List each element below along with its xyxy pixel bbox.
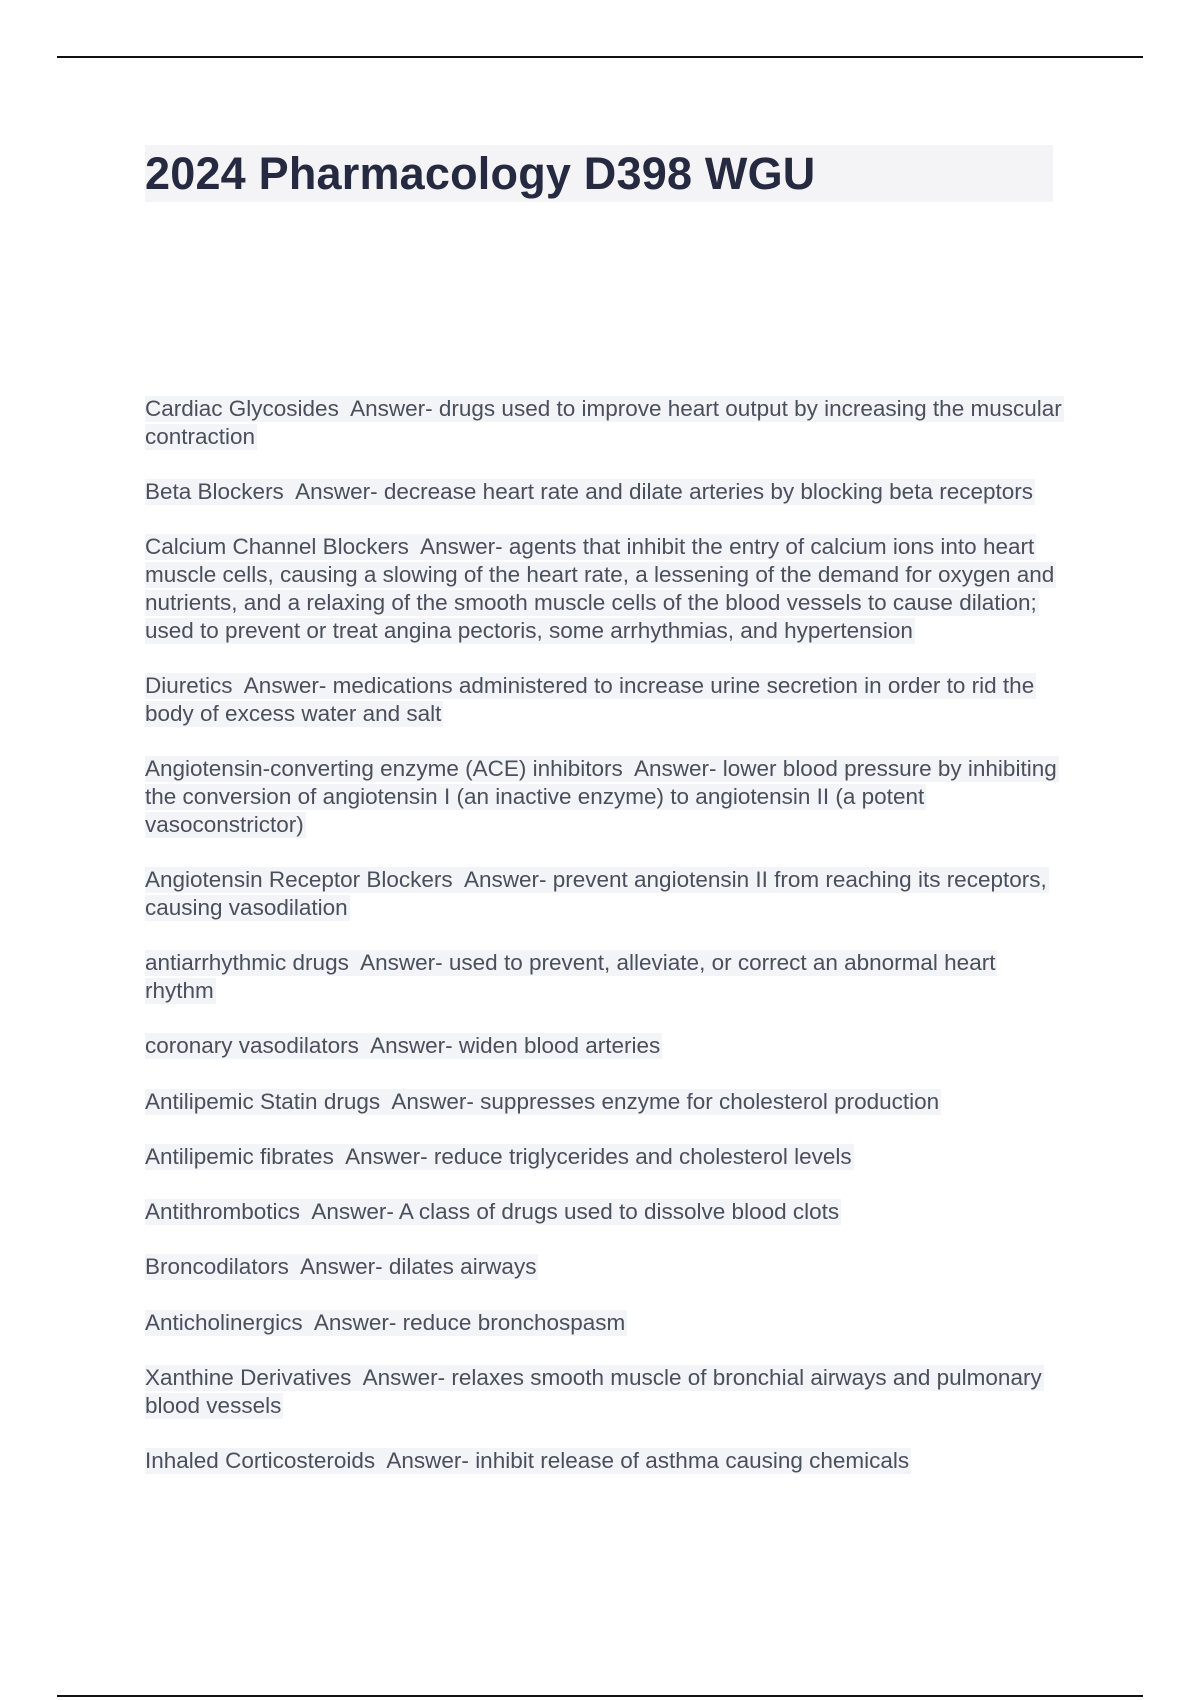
definition: relaxes smooth muscle of bronchial airways and pulmonary blood vessels [145,1365,1042,1418]
answer-prefix: Answer- [391,1088,474,1114]
answer-prefix: Answer- [350,396,433,421]
flashcard-entry [145,866,1065,922]
definition: reduce bronchospasm [402,1309,626,1335]
definition: widen blood arteries [458,1033,661,1059]
flashcard-entry [145,1447,1065,1475]
term: Inhaled Corticosteroids [145,1448,376,1474]
flashcard-entry [145,533,1065,644]
definition: lower blood pressure by inhibiting the conversion of angiotensin I (an inactive enzyme) to angiotensin II (a potent vasoconstrictor) [145,756,1057,837]
answer-prefix: Answer- [311,1199,394,1225]
answer-prefix: Answer- [386,1448,469,1474]
answer-prefix: Answer- [360,950,443,976]
definition: used to prevent, alleviate, or correct an abnormal heart rhythm [145,950,996,1003]
definition: A class of drugs used to dissolve blood clots [398,1199,840,1225]
flashcard-entry [145,1253,1065,1281]
answer-prefix: Answer- [300,1254,383,1280]
bottom-rule [57,1695,1143,1697]
term: Anticholinergics [145,1309,303,1335]
term: antiarrhythmic drugs [145,950,349,976]
flashcard-entry [145,1032,1065,1060]
term: Beta Blockers [145,479,284,505]
answer-prefix: Answer- [362,1365,446,1391]
definition: reduce triglycerides and cholesterol levels [433,1143,852,1169]
term: Diuretics [145,673,233,699]
definition: suppresses enzyme for cholesterol production [480,1088,940,1114]
definition: dilates airways [388,1254,537,1280]
answer-prefix: Answer- [633,756,717,782]
term: Antilipemic Statin drugs [145,1088,381,1114]
term: Calcium Channel Blockers [145,534,409,560]
term: Broncodilators [145,1254,289,1280]
answer-prefix: Answer- [345,1143,428,1169]
answer-prefix: Answer- [243,673,327,699]
flashcard-entry [145,395,1065,451]
answer-prefix: Answer- [313,1309,397,1335]
term: Antilipemic fibrates [145,1143,334,1169]
flashcard-list [145,395,1065,1502]
flashcard-entry [145,1088,1065,1116]
flashcard-entry [145,949,1065,1005]
definition: agents that inhibit the entry of calcium ions into heart muscle cells, causing a slowing of the heart rate, a lessening of the demand for oxygen and nutrients, and a relaxing of the smooth muscle cells of the blood vessels to cause dilation; used to prevent or treat angina pectoris, some arrhythmias, and hypertension [145,534,1055,643]
term: Antithrombotics [145,1199,301,1225]
term: Angiotensin Receptor Blockers [145,867,453,893]
answer-prefix: Answer- [463,867,547,893]
term: Angiotensin-converting enzyme (ACE) inhibitors [145,756,623,782]
term: Xanthine Derivatives [145,1365,352,1391]
answer-prefix: Answer- [420,534,503,560]
top-rule [57,56,1143,58]
flashcard-entry [145,1198,1065,1226]
answer-prefix: Answer- [295,479,378,505]
answer-prefix: Answer- [370,1033,453,1059]
term: coronary vasodilators [145,1033,359,1059]
definition: decrease heart rate and dilate arteries by blocking beta receptors [383,479,1034,505]
term: Cardiac Glycosides [145,396,339,421]
definition: medications administered to increase urine secretion in order to rid the body of excess water and salt [145,673,1035,726]
flashcard-entry [145,672,1065,728]
document-title: 2024 Pharmacology D398 WGU [145,148,816,199]
definition: prevent angiotensin II from reaching its receptors, causing vasodilation [145,867,1047,920]
definition: inhibit release of asthma causing chemicals [475,1448,910,1474]
flashcard-entry [145,1364,1065,1420]
flashcard-entry [145,1309,1065,1337]
definition: drugs used to improve heart output by increasing the muscular contraction [145,396,1062,449]
flashcard-entry [145,1143,1065,1171]
flashcard-entry [145,755,1065,838]
flashcard-entry [145,478,1065,506]
